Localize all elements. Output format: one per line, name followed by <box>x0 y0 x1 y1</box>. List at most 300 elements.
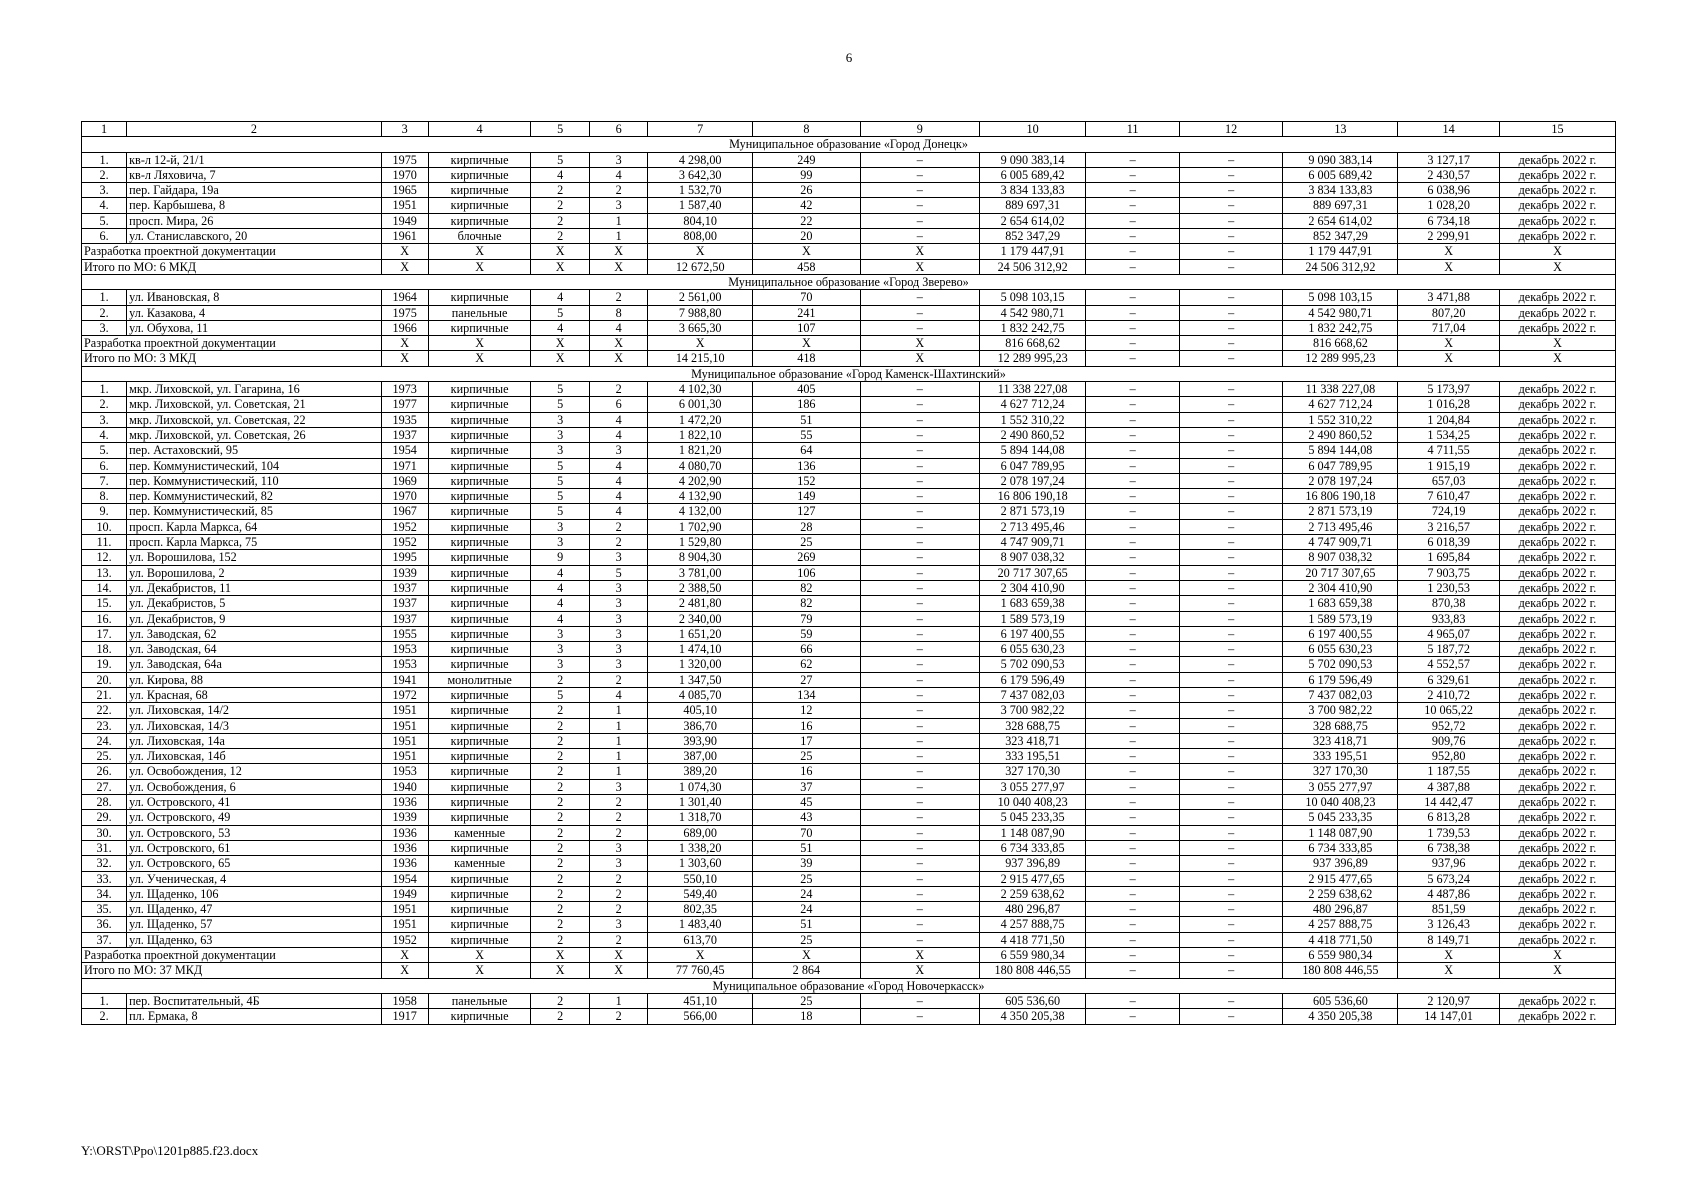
table-row <box>82 871 1616 886</box>
table-cell: 4 627 712,24 <box>979 397 1086 412</box>
table-cell: 2 340,00 <box>648 611 753 626</box>
table-cell: – <box>1179 489 1283 504</box>
housing-repair-table <box>81 121 1616 1025</box>
table-cell: – <box>1086 840 1179 855</box>
table-cell: 4 <box>531 320 589 335</box>
table-cell: – <box>860 871 979 886</box>
table-cell: 26 <box>753 183 861 198</box>
table-cell: 4 202,90 <box>648 473 753 488</box>
address-cell: ул. Декабристов, 5 <box>127 596 381 611</box>
table-cell: декабрь 2022 г. <box>1499 779 1615 794</box>
table-cell: – <box>1179 535 1283 550</box>
table-cell: X <box>860 963 979 978</box>
table-cell: – <box>860 458 979 473</box>
table-cell: кирпичные <box>428 382 531 397</box>
table-cell: 2 <box>531 825 589 840</box>
table-row <box>82 489 1616 504</box>
table-cell: 4 <box>531 167 589 182</box>
total-row <box>82 963 1616 978</box>
table-cell: декабрь 2022 г. <box>1499 535 1615 550</box>
table-cell: 70 <box>753 825 861 840</box>
table-cell: – <box>1086 259 1179 274</box>
table-row <box>82 902 1616 917</box>
table-cell: 1952 <box>381 519 428 534</box>
total-label: Итого по МО: 37 МКД <box>82 963 382 978</box>
table-cell: 12. <box>82 550 127 565</box>
table-cell: 42 <box>753 198 861 213</box>
table-cell: 4 <box>531 611 589 626</box>
table-cell: 1 303,60 <box>648 856 753 871</box>
design-docs-label: Разработка проектной документации <box>82 336 382 351</box>
table-cell: X <box>1398 336 1500 351</box>
table-cell: – <box>1086 320 1179 335</box>
table-cell: 2 <box>531 840 589 855</box>
table-cell: – <box>860 565 979 580</box>
table-cell: 2 078 197,24 <box>979 473 1086 488</box>
table-cell: 657,03 <box>1398 473 1500 488</box>
table-cell: X <box>1499 259 1615 274</box>
table-cell: 11 338 227,08 <box>1283 382 1398 397</box>
table-cell: 3 <box>589 917 647 932</box>
table-cell: 12 <box>753 703 861 718</box>
table-cell: – <box>860 657 979 672</box>
table-cell: 2 871 573,19 <box>1283 504 1398 519</box>
table-cell: 241 <box>753 305 861 320</box>
table-cell: 5 173,97 <box>1398 382 1500 397</box>
table-cell: X <box>860 351 979 366</box>
table-cell: 2 <box>589 795 647 810</box>
section-title: Муниципальное образование «Город Зверево» <box>82 274 1616 289</box>
table-cell: 4 132,00 <box>648 504 753 519</box>
table-cell: 39 <box>753 856 861 871</box>
table-cell: 1952 <box>381 932 428 947</box>
table-cell: кирпичные <box>428 611 531 626</box>
table-cell: 1975 <box>381 152 428 167</box>
table-cell: 3 700 982,22 <box>1283 703 1398 718</box>
table-cell: 1. <box>82 290 127 305</box>
address-cell: ул. Лиховская, 14/3 <box>127 718 381 733</box>
table-cell: 106 <box>753 565 861 580</box>
table-cell: декабрь 2022 г. <box>1499 611 1615 626</box>
table-cell: кирпичные <box>428 810 531 825</box>
table-cell: X <box>860 948 979 963</box>
table-cell: декабрь 2022 г. <box>1499 840 1615 855</box>
table-cell: 6. <box>82 458 127 473</box>
table-cell: декабрь 2022 г. <box>1499 718 1615 733</box>
table-cell: 2 <box>589 382 647 397</box>
table-cell: 3 <box>589 596 647 611</box>
table-cell: 24 506 312,92 <box>979 259 1086 274</box>
table-cell: – <box>1179 795 1283 810</box>
column-number-cell: 14 <box>1398 122 1500 137</box>
table-cell: 25 <box>753 535 861 550</box>
column-number-cell: 2 <box>127 122 381 137</box>
table-cell: 4 <box>589 167 647 182</box>
table-cell: 5. <box>82 213 127 228</box>
table-cell: 1977 <box>381 397 428 412</box>
table-cell: 2 <box>531 993 589 1008</box>
table-cell: – <box>1179 167 1283 182</box>
table-cell: 152 <box>753 473 861 488</box>
table-cell: 2 <box>531 932 589 947</box>
table-cell: 816 668,62 <box>1283 336 1398 351</box>
table-cell: кирпичные <box>428 871 531 886</box>
table-cell: 2 <box>531 1009 589 1024</box>
table-cell: декабрь 2022 г. <box>1499 626 1615 641</box>
table-cell: 2 259 638,62 <box>1283 886 1398 901</box>
table-cell: панельные <box>428 305 531 320</box>
table-cell: 9 <box>531 550 589 565</box>
table-cell: 1949 <box>381 213 428 228</box>
table-cell: – <box>1086 504 1179 519</box>
table-cell: декабрь 2022 г. <box>1499 152 1615 167</box>
table-cell: 24. <box>82 733 127 748</box>
address-cell: пер. Карбышева, 8 <box>127 198 381 213</box>
table-cell: каменные <box>428 825 531 840</box>
table-cell: 2 430,57 <box>1398 167 1500 182</box>
table-cell: 889 697,31 <box>979 198 1086 213</box>
table-cell: 807,20 <box>1398 305 1500 320</box>
table-cell: 2 388,50 <box>648 580 753 595</box>
table-cell: X <box>531 259 589 274</box>
table-cell: 2 <box>589 1009 647 1024</box>
table-cell: 4 <box>531 290 589 305</box>
table-cell: 1 320,00 <box>648 657 753 672</box>
table-cell: 1973 <box>381 382 428 397</box>
table-cell: 851,59 <box>1398 902 1500 917</box>
table-cell: 1 821,20 <box>648 443 753 458</box>
table-cell: – <box>1179 596 1283 611</box>
table-cell: 2 <box>531 764 589 779</box>
table-cell: 1 <box>589 718 647 733</box>
table-cell: 1939 <box>381 810 428 825</box>
table-cell: 6 734 333,85 <box>1283 840 1398 855</box>
table-cell: – <box>1179 917 1283 932</box>
table-cell: 2 871 573,19 <box>979 504 1086 519</box>
table-cell: – <box>1086 642 1179 657</box>
table-cell: X <box>428 963 531 978</box>
table-cell: кирпичные <box>428 198 531 213</box>
table-cell: 1 148 087,90 <box>979 825 1086 840</box>
table-cell: 6 559 980,34 <box>979 948 1086 963</box>
table-cell: – <box>1179 183 1283 198</box>
table-cell: декабрь 2022 г. <box>1499 810 1615 825</box>
table-cell: – <box>1086 397 1179 412</box>
table-cell: 1 <box>589 733 647 748</box>
table-cell: 3 <box>531 626 589 641</box>
table-cell: 55 <box>753 427 861 442</box>
table-row <box>82 733 1616 748</box>
table-cell: 3 <box>531 535 589 550</box>
table-row <box>82 810 1616 825</box>
table-cell: – <box>1086 749 1179 764</box>
table-cell: 17. <box>82 626 127 641</box>
table-cell: 2 <box>589 932 647 947</box>
table-cell: 3 <box>589 152 647 167</box>
table-cell: – <box>1179 963 1283 978</box>
table-cell: декабрь 2022 г. <box>1499 550 1615 565</box>
table-cell: – <box>1179 229 1283 244</box>
table-cell: 1936 <box>381 825 428 840</box>
table-cell: 36. <box>82 917 127 932</box>
table-cell: декабрь 2022 г. <box>1499 458 1615 473</box>
table-cell: – <box>1086 382 1179 397</box>
table-cell: 10. <box>82 519 127 534</box>
table-cell: кирпичные <box>428 167 531 182</box>
table-cell: 2 <box>531 213 589 228</box>
table-cell: 8 904,30 <box>648 550 753 565</box>
table-cell: 2 713 495,46 <box>979 519 1086 534</box>
table-cell: – <box>1086 932 1179 947</box>
table-cell: 14. <box>82 580 127 595</box>
table-cell: 1 179 447,91 <box>979 244 1086 259</box>
table-row <box>82 825 1616 840</box>
table-cell: 5 <box>531 152 589 167</box>
table-cell: 2 304 410,90 <box>979 580 1086 595</box>
table-cell: 45 <box>753 795 861 810</box>
table-cell: 82 <box>753 596 861 611</box>
table-cell: 480 296,87 <box>979 902 1086 917</box>
table-cell: декабрь 2022 г. <box>1499 229 1615 244</box>
table-cell: – <box>1086 443 1179 458</box>
table-cell: 32. <box>82 856 127 871</box>
table-cell: 18 <box>753 1009 861 1024</box>
table-cell: 6 005 689,42 <box>979 167 1086 182</box>
address-cell: ул. Лиховская, 14а <box>127 733 381 748</box>
table-row <box>82 427 1616 442</box>
column-number-cell: 8 <box>753 122 861 137</box>
table-cell: 1 915,19 <box>1398 458 1500 473</box>
page-number: 6 <box>845 50 853 65</box>
table-cell: блочные <box>428 229 531 244</box>
table-cell: 393,90 <box>648 733 753 748</box>
table-cell: кирпичные <box>428 779 531 794</box>
table-cell: 4 552,57 <box>1398 657 1500 672</box>
table-cell: декабрь 2022 г. <box>1499 519 1615 534</box>
table-cell: – <box>860 626 979 641</box>
table-cell: 4 711,55 <box>1398 443 1500 458</box>
table-cell: 12 289 995,23 <box>979 351 1086 366</box>
table-cell: 3 <box>531 642 589 657</box>
table-cell: декабрь 2022 г. <box>1499 596 1615 611</box>
table-cell: 3 834 133,83 <box>979 183 1086 198</box>
table-cell: 64 <box>753 443 861 458</box>
table-cell: 1953 <box>381 657 428 672</box>
table-cell: 1 552 310,22 <box>979 412 1086 427</box>
table-cell: 1936 <box>381 840 428 855</box>
table-cell: – <box>860 290 979 305</box>
table-cell: – <box>1179 825 1283 840</box>
table-cell: 4 418 771,50 <box>979 932 1086 947</box>
table-row <box>82 856 1616 871</box>
table-row <box>82 657 1616 672</box>
table-cell: 2. <box>82 1009 127 1024</box>
table-cell: 724,19 <box>1398 504 1500 519</box>
table-cell: 2 <box>531 856 589 871</box>
table-cell: 127 <box>753 504 861 519</box>
table-cell: 566,00 <box>648 1009 753 1024</box>
table-cell: кирпичные <box>428 183 531 198</box>
table-cell: 1 529,80 <box>648 535 753 550</box>
table-cell: кирпичные <box>428 596 531 611</box>
design-docs-label: Разработка проектной документации <box>82 948 382 963</box>
table-cell: кирпичные <box>428 519 531 534</box>
table-cell: 1 <box>589 764 647 779</box>
table-cell: 5 098 103,15 <box>979 290 1086 305</box>
address-cell: ул. Заводская, 64 <box>127 642 381 657</box>
table-cell: 37. <box>82 932 127 947</box>
table-cell: X <box>381 948 428 963</box>
table-cell: 2 561,00 <box>648 290 753 305</box>
column-number-cell: 11 <box>1086 122 1179 137</box>
table-cell: 1971 <box>381 458 428 473</box>
table-cell: 1 <box>589 749 647 764</box>
table-cell: 8 907 038,32 <box>1283 550 1398 565</box>
table-cell: кирпичные <box>428 412 531 427</box>
table-cell: 1 702,90 <box>648 519 753 534</box>
table-cell: 4 <box>589 504 647 519</box>
table-cell: – <box>1086 305 1179 320</box>
table-row <box>82 382 1616 397</box>
table-cell: декабрь 2022 г. <box>1499 580 1615 595</box>
table-cell: декабрь 2022 г. <box>1499 504 1615 519</box>
table-cell: 4 <box>531 580 589 595</box>
table-cell: 8 <box>589 305 647 320</box>
table-cell: 458 <box>753 259 861 274</box>
address-cell: ул. Островского, 61 <box>127 840 381 855</box>
table-cell: – <box>1086 733 1179 748</box>
table-cell: 6 197 400,55 <box>1283 626 1398 641</box>
table-cell: 3 700 982,22 <box>979 703 1086 718</box>
table-cell: 1936 <box>381 795 428 810</box>
table-cell: X <box>753 948 861 963</box>
table-cell: кирпичные <box>428 550 531 565</box>
table-cell: 2. <box>82 397 127 412</box>
address-cell: ул. Казакова, 4 <box>127 305 381 320</box>
table-cell: X <box>381 259 428 274</box>
table-cell: – <box>1086 427 1179 442</box>
table-cell: кирпичные <box>428 657 531 672</box>
table-row <box>82 412 1616 427</box>
table-cell: 2 <box>589 871 647 886</box>
total-row <box>82 351 1616 366</box>
address-cell: ул. Островского, 65 <box>127 856 381 871</box>
table-cell: – <box>860 152 979 167</box>
column-number-cell: 1 <box>82 122 127 137</box>
address-cell: мкр. Лиховской, ул. Советская, 21 <box>127 397 381 412</box>
address-cell: просп. Карла Маркса, 64 <box>127 519 381 534</box>
table-cell: 2 <box>531 703 589 718</box>
table-cell: декабрь 2022 г. <box>1499 886 1615 901</box>
table-cell: – <box>1179 687 1283 702</box>
address-cell: мкр. Лиховской, ул. Советская, 22 <box>127 412 381 427</box>
table-cell: 2 <box>531 795 589 810</box>
table-cell: монолитные <box>428 672 531 687</box>
table-cell: 327 170,30 <box>979 764 1086 779</box>
table-cell: – <box>1179 213 1283 228</box>
table-cell: 11 338 227,08 <box>979 382 1086 397</box>
table-cell: – <box>860 917 979 932</box>
table-cell: 1970 <box>381 489 428 504</box>
table-cell: 21. <box>82 687 127 702</box>
table-row <box>82 519 1616 534</box>
table-cell: 4 387,88 <box>1398 779 1500 794</box>
table-row <box>82 993 1616 1008</box>
table-cell: кирпичные <box>428 580 531 595</box>
table-cell: 16. <box>82 611 127 626</box>
table-cell: 9 090 383,14 <box>1283 152 1398 167</box>
table-cell: 6 055 630,23 <box>1283 642 1398 657</box>
table-cell: 7 437 082,03 <box>979 687 1086 702</box>
table-cell: 1940 <box>381 779 428 794</box>
table-cell: X <box>753 336 861 351</box>
table-cell: X <box>753 244 861 259</box>
table-cell: 6 734,18 <box>1398 213 1500 228</box>
table-cell: 808,00 <box>648 229 753 244</box>
table-cell: 24 506 312,92 <box>1283 259 1398 274</box>
address-cell: ул. Красная, 68 <box>127 687 381 702</box>
table-cell: 134 <box>753 687 861 702</box>
table-cell: 3. <box>82 412 127 427</box>
section-title: Муниципальное образование «Город Донецк» <box>82 137 1616 152</box>
section-title: Муниципальное образование «Город Новочеркасск» <box>82 978 1616 993</box>
table-cell: – <box>1086 183 1179 198</box>
table-cell: 5 <box>531 382 589 397</box>
table-cell: X <box>648 948 753 963</box>
table-cell: 852 347,29 <box>979 229 1086 244</box>
table-cell: 4 350 205,38 <box>1283 1009 1398 1024</box>
table-cell: – <box>1086 825 1179 840</box>
table-cell: – <box>1179 519 1283 534</box>
table-cell: 2 <box>531 672 589 687</box>
table-cell: 3 834 133,83 <box>1283 183 1398 198</box>
table-cell: декабрь 2022 г. <box>1499 733 1615 748</box>
table-cell: X <box>648 244 753 259</box>
address-cell: ул. Щаденко, 57 <box>127 917 381 932</box>
table-cell: декабрь 2022 г. <box>1499 993 1615 1008</box>
table-cell: 4 257 888,75 <box>1283 917 1398 932</box>
table-cell: X <box>428 244 531 259</box>
table-cell: X <box>589 244 647 259</box>
table-cell: – <box>860 213 979 228</box>
table-cell: 1 683 659,38 <box>979 596 1086 611</box>
table-cell: 24 <box>753 902 861 917</box>
table-cell: 1961 <box>381 229 428 244</box>
table-cell: 2 304 410,90 <box>1283 580 1398 595</box>
table-cell: – <box>1179 993 1283 1008</box>
table-cell: 937,96 <box>1398 856 1500 871</box>
table-cell: 1967 <box>381 504 428 519</box>
total-label: Итого по МО: 3 МКД <box>82 351 382 366</box>
table-cell: X <box>589 259 647 274</box>
table-cell: кирпичные <box>428 749 531 764</box>
table-cell: – <box>1086 993 1179 1008</box>
table-cell: декабрь 2022 г. <box>1499 932 1615 947</box>
table-cell: – <box>1179 397 1283 412</box>
table-cell: 451,10 <box>648 993 753 1008</box>
table-cell: декабрь 2022 г. <box>1499 412 1615 427</box>
table-cell: – <box>860 167 979 182</box>
table-cell: 1 587,40 <box>648 198 753 213</box>
table-cell: 10 040 408,23 <box>979 795 1086 810</box>
table-cell: 1937 <box>381 427 428 442</box>
table-cell: 1951 <box>381 749 428 764</box>
table-cell: X <box>589 948 647 963</box>
table-cell: кирпичные <box>428 718 531 733</box>
table-cell: кирпичные <box>428 902 531 917</box>
table-cell: 3 <box>589 580 647 595</box>
table-cell: 66 <box>753 642 861 657</box>
